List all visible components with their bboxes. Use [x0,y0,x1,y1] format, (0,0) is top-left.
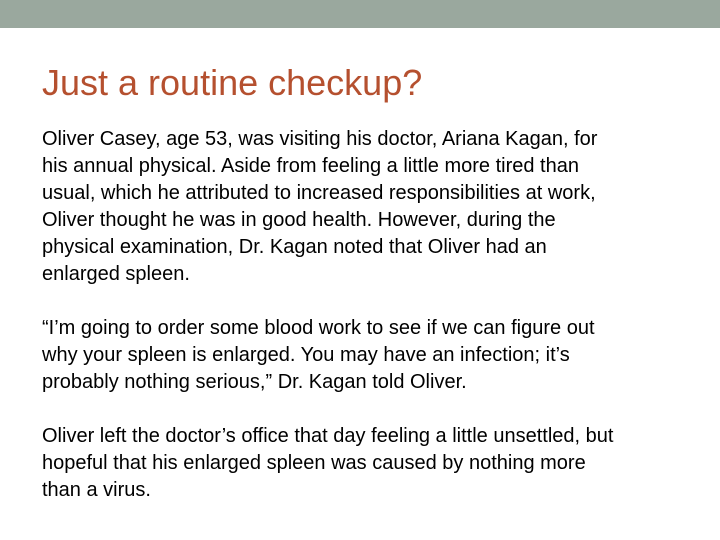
paragraph-line: Oliver left the doctor’s office that day feeling a little unsettled, but [42,425,614,447]
slide-title: Just a routine checkup? [42,62,423,103]
paragraph-line: physical examination, Dr. Kagan noted that Oliver had an [42,236,547,258]
paragraph-line: Oliver thought he was in good health. However, during the [42,209,556,231]
paragraph-line: hopeful that his enlarged spleen was caused by nothing more [42,452,586,474]
paragraph-line: “I’m going to order some blood work to see if we can figure out [42,317,595,339]
paragraph-line: Oliver Casey, age 53, was visiting his doctor, Ariana Kagan, for [42,128,598,150]
paragraph-line: usual, which he attributed to increased responsibilities at work, [42,182,596,204]
paragraph-line: why your spleen is enlarged. You may have an infection; it’s [42,344,570,366]
paragraph-line: his annual physical. Aside from feeling a little more tired than [42,155,579,177]
paragraph-line: enlarged spleen. [42,263,190,285]
paragraph-3 [42,423,682,504]
slide-body [42,126,682,504]
top-accent-band [0,0,720,28]
paragraph-1 [42,126,682,288]
paragraph-line: than a virus. [42,479,151,501]
paragraph-2 [42,315,682,396]
paragraph-line: probably nothing serious,” Dr. Kagan told Oliver. [42,371,467,393]
